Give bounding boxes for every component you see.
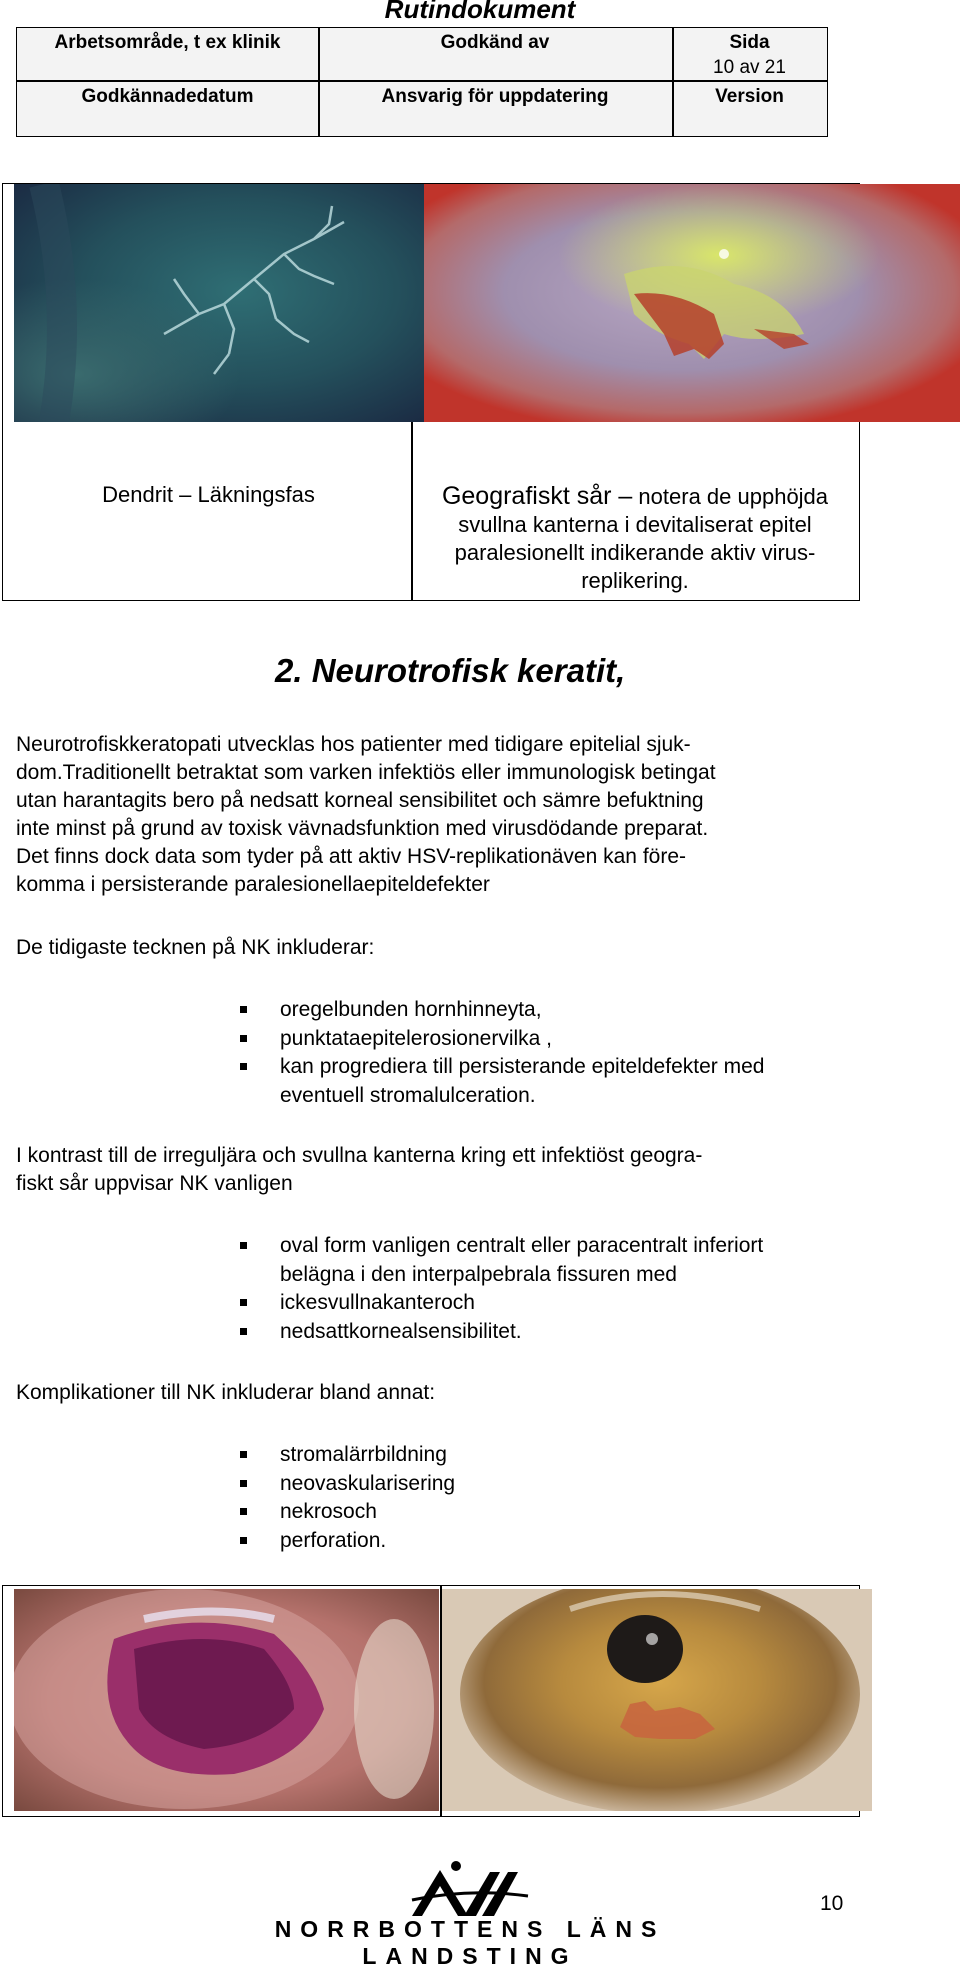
list-item: nekrosoch xyxy=(240,1498,880,1527)
list-item: kan progrediera till persisterande epiteldefekter med eventuell stromalulceration. xyxy=(240,1053,880,1110)
early-signs-intro: De tidigaste tecknen på NK inkluderar: xyxy=(16,936,375,959)
neurotrophic-ulcer-photo xyxy=(14,1589,439,1811)
geographic-ulcer-caption xyxy=(412,482,858,595)
neurotrophic-epithelial-defect-photo xyxy=(440,1589,872,1811)
paragraph-line: Neurotrofiskkeratopati utvecklas hos patienter med tidigare epitelial sjuk- xyxy=(16,733,691,756)
list-item: oregelbunden hornhinneyta, xyxy=(240,996,880,1025)
geographic-ulcer-caption-line2: svullna kanterna i devitaliserat epitel xyxy=(458,512,812,537)
contrast-paragraph xyxy=(16,1142,916,1198)
geographic-ulcer-photo xyxy=(424,184,960,422)
list-item: perforation. xyxy=(240,1527,880,1556)
list-item: neovaskularisering xyxy=(240,1470,880,1499)
paragraph-line: I kontrast till de irreguljära och svullna kanterna kring ett infektiöst geogra- xyxy=(16,1144,703,1167)
paragraph-line: komma i persisterande paralesionellaepiteldefekter xyxy=(16,873,490,896)
paragraph-line: dom.Traditionellt betraktat som varken infektiös eller immunologisk betingat xyxy=(16,761,716,784)
landsting-logo xyxy=(410,1860,530,1918)
paragraph-line: Det finns dock data som tyder på att aktiv HSV-replikationäven kan före- xyxy=(16,845,687,868)
organization-name: NORRBOTTENS LÄNS LANDSTING xyxy=(274,1916,666,1969)
early-signs-list xyxy=(240,996,880,1110)
paragraph-line: fiskt sår uppvisar NK vanligen xyxy=(16,1172,293,1195)
header-page-label: Sida xyxy=(729,32,770,53)
header-version-label: Version xyxy=(715,86,784,107)
header-approved-by-label: Godkänd av xyxy=(440,32,550,53)
nk-features-list xyxy=(240,1232,880,1346)
dendrite-caption: Dendrit – Läkningsfas xyxy=(102,482,315,507)
header-approval-date-label: Godkännadedatum xyxy=(81,86,254,107)
list-item: punktataepitelerosionervilka , xyxy=(240,1025,880,1054)
dendrite-healing-photo xyxy=(14,184,424,422)
document-title: Rutindokument xyxy=(384,0,576,24)
geographic-ulcer-caption-line4: replikering. xyxy=(581,568,689,593)
header-table xyxy=(16,27,828,137)
header-area-label: Arbetsområde, t ex klinik xyxy=(54,32,281,53)
geographic-ulcer-caption-line1: notera de upphöjda xyxy=(638,484,829,509)
list-item: oval form vanligen centralt eller paracentralt inferiort belägna i den interpalpebrala fissuren med xyxy=(240,1232,880,1289)
section-heading: 2. Neurotrofisk keratit, xyxy=(275,652,626,689)
page-number: 10 xyxy=(820,1892,844,1915)
header-responsible-label: Ansvarig för uppdatering xyxy=(381,86,609,107)
nk-paragraph xyxy=(16,731,916,899)
paragraph-line: utan harantagits bero på nedsatt korneal sensibilitet och sämre befuktning xyxy=(16,789,704,812)
list-item: stromalärrbildning xyxy=(240,1441,880,1470)
complications-intro: Komplikationer till NK inkluderar bland annat: xyxy=(16,1381,436,1404)
header-page-value: 10 av 21 xyxy=(713,57,786,78)
complications-list xyxy=(240,1441,880,1555)
geographic-ulcer-caption-line3: paralesionellt indikerande aktiv virus- xyxy=(454,540,816,565)
paragraph-line: inte minst på grund av toxisk vävnadsfunktion med virusdödande preparat. xyxy=(16,817,709,840)
geographic-ulcer-caption-lead: Geografiskt sår – xyxy=(441,482,633,510)
list-item: ickesvullnakanteroch xyxy=(240,1289,880,1318)
list-item: nedsattkornealsensibilitet. xyxy=(240,1318,880,1347)
